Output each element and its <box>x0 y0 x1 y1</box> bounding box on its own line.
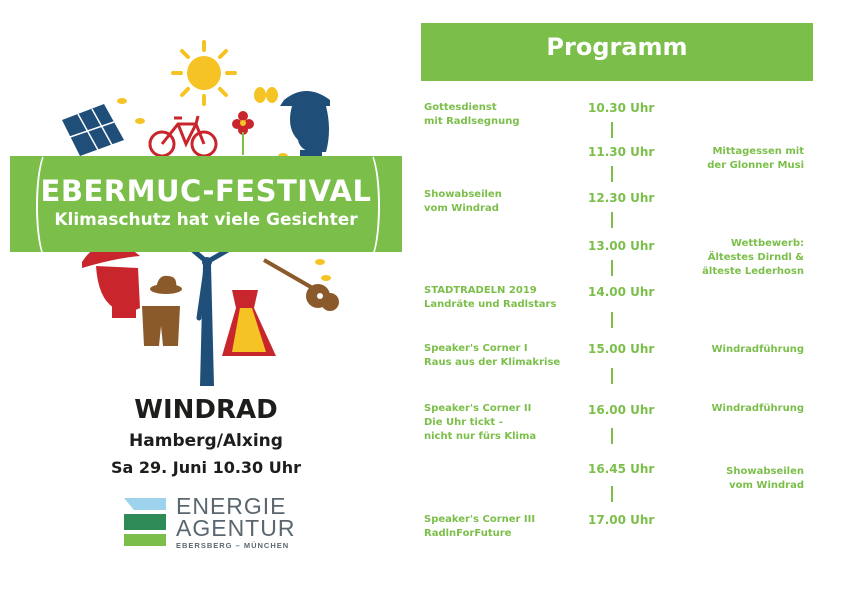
logo-text-agentur: AGENTUR <box>176 515 296 541</box>
bicycle-icon <box>150 116 216 156</box>
festival-subtitle: Klimaschutz hat viele Gesichter <box>54 210 358 230</box>
timeline-tick <box>611 166 613 182</box>
time-slot: 14.00 Uhr <box>588 285 655 299</box>
program-event-right: Mittagessen mit der Glonner Musi <box>707 146 804 171</box>
program-event-right: Windradführung <box>711 344 804 355</box>
guitar-icon <box>264 260 339 311</box>
time-slot: 17.00 Uhr <box>588 513 655 527</box>
location-title: WINDRAD <box>134 395 278 425</box>
time-slot: 16.45 Uhr <box>588 462 655 476</box>
program-event-left: STADTRADELN 2019 Landräte und Radlstars <box>424 285 557 310</box>
timeline-tick <box>611 260 613 276</box>
program-event-right: Wettbewerb: Ältestes Dirndl & älteste Lederhosn <box>702 238 804 277</box>
butterfly-icon <box>254 87 278 103</box>
time-slot: 11.30 Uhr <box>588 145 655 159</box>
timeline-tick <box>611 486 613 502</box>
logo-text-energie: ENERGIE <box>176 493 287 519</box>
festival-title: EBERMUC-FESTIVAL <box>40 174 372 208</box>
solar-panel-icon <box>62 104 124 156</box>
time-slot: 10.30 Uhr <box>588 101 655 115</box>
program-event-left: Speaker's Corner I Raus aus der Klimakrise <box>424 343 561 368</box>
timeline-tick <box>611 122 613 138</box>
program-event-right: Showabseilen vom Windrad <box>726 466 804 491</box>
time-slot: 12.30 Uhr <box>588 191 655 205</box>
tyrolean-hat-icon <box>150 276 182 294</box>
program-title: Programm <box>546 33 688 61</box>
lederhosen-icon <box>142 306 180 346</box>
time-slot: 13.00 Uhr <box>588 239 655 253</box>
program-event-left: Showabseilen vom Windrad <box>424 189 502 214</box>
timeline-tick <box>611 368 613 384</box>
program-event-left: Speaker's Corner III RadlnForFuture <box>424 514 536 539</box>
event-date: Sa 29. Juni 10.30 Uhr <box>110 458 302 477</box>
program-event-right: Windradführung <box>711 403 804 414</box>
timeline-tick <box>611 212 613 228</box>
timeline-tick <box>611 428 613 444</box>
time-slot: 15.00 Uhr <box>588 342 655 356</box>
location-place: Hamberg/Alxing <box>129 431 283 451</box>
flower-icon <box>232 111 254 155</box>
man-with-hat-icon <box>280 91 330 164</box>
time-slot: 16.00 Uhr <box>588 403 655 417</box>
program-event-left: Gottesdienst mit Radlsegnung <box>424 102 520 127</box>
timeline-tick <box>611 312 613 328</box>
energieagentur-logo-icon <box>122 496 170 548</box>
sun-icon <box>173 42 235 104</box>
dirndl-icon <box>222 290 276 356</box>
program-event-left: Speaker's Corner II Die Uhr tickt - nicht nur fürs Klima <box>424 403 537 442</box>
woman-with-hat-icon <box>82 244 140 318</box>
logo-text-region: EBERSBERG – MÜNCHEN <box>176 541 290 550</box>
